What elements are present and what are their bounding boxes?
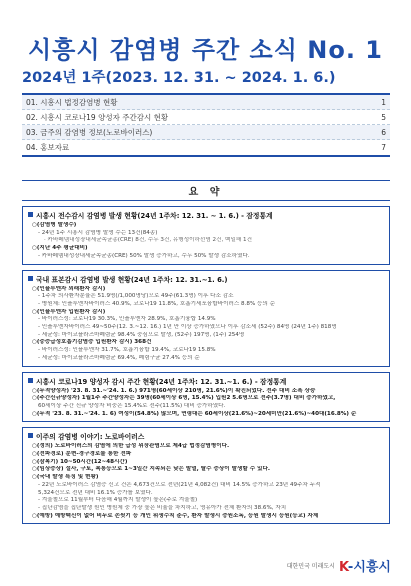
summary-line: - 바이러스성: 인플루엔자 31.7%, 호흡기융합 19.4%, 코로나19 15.8% [38, 347, 216, 354]
toc-item[interactable] [22, 95, 390, 110]
summary-line: ○(지난 4주 평균대비) [32, 245, 88, 252]
summary-section [22, 206, 390, 265]
toc-item-label: 01. 시흥시 법정감염병 현황 [26, 98, 118, 107]
summary-line: - 인플루엔자바이러스 49~50주(12. 3.~12. 16.) 1년 만 이상 증가하였으나 이후 감소세 (52주) 84명 (24년 1주) 818명 [38, 324, 337, 331]
summary-line: ○(감염병 발생수) [32, 222, 77, 228]
summary-line: - 병원체: 인플루엔자바이러스 40.9%, 코로나19 11.8%, 호흡기세포융합바이러스 8.8% 등의 순 [38, 300, 276, 307]
summary-line: 60세이상 주간 신규 양성자 비중은 15.4%로 전주(11.5%) 대비 증가하였다. [38, 402, 226, 409]
summary-title: 요 약 [22, 180, 390, 201]
toc-item-label: 02. 시흥시 코로나19 양성자 주간감시 현황 [26, 113, 169, 122]
toc-item-page: 6 [381, 128, 386, 137]
summary-line: ○(주간신규양성자) 1월1주 주간양성자는 39명(60세이상 6명, 15.4%) 입원2 5.6명으로 전주(3.7명) 대비 증가하였고, [32, 395, 336, 402]
toc-item-label: 04. 홍보자료 [26, 143, 70, 152]
toc-item-page: 7 [381, 143, 386, 152]
section-heading-text: 시흥시 코로나19 양성자 감시 주간 현황(24년 1주차: 12. 31.~1. 6.) - 잠정통계 [36, 377, 287, 386]
toc-item-page: 5 [381, 113, 386, 122]
summary-section [22, 427, 390, 524]
summary-line: ○(중증급성호흡기감염증 입원환자 감시) 368건 [32, 339, 152, 346]
section-heading [28, 431, 384, 441]
summary-sections [22, 206, 390, 524]
summary-line: - 바이러스성: 코로나19 30.3%, 인플루엔자 28.9%, 호흡기융합 14.9% [38, 316, 216, 323]
summary-line: - 1주차 의사환자분율은 51.9명(/1,000명당)으로 49주(61.3명) 이후 다소 감소 [38, 293, 234, 300]
summary-line: ○(국내 발생 특징 및 현황) [32, 474, 99, 481]
summary-panel [22, 180, 390, 524]
summary-line: - 24년 1주 시흥시 감염병 발생 수는 13건(84종) [38, 229, 158, 236]
summary-line: - 세균성: 마이코플라즈마폐렴균 98.4% 중심으로 발생, (52주) 197명, (1주) 254명 [38, 331, 245, 338]
siheung-logo: K-시흥시 [338, 560, 391, 575]
section-heading-text: 이주의 감염병 이야기: 노로바이러스 [36, 433, 145, 442]
section-heading [28, 274, 384, 284]
section-heading-text: 시흥시 전수감시 감염병 발생 현황(24년 1주차: 12. 31. ~ 1. 6.) - 잠정통계 [36, 212, 273, 220]
footer [287, 556, 391, 575]
toc-item[interactable] [22, 140, 390, 155]
summary-line: ○(잠복기) 10~50시간(12~48시간) [32, 458, 128, 465]
toc-item-label: 03. 금주의 감염병 정보(노로바이러스) [26, 128, 153, 137]
summary-line: ○(임상증상) 설사, 구토, 복통등으로 1~3일간 지속되는 낮은 발열, 탈수 증상이 발생할 수 있다. [32, 466, 271, 473]
section-heading [28, 376, 384, 386]
summary-section [22, 270, 390, 367]
summary-line: ○(인플루엔자 외래환자 감시) [32, 285, 106, 292]
summary-line: ○(인플루엔자 입원환자 감시) [32, 308, 106, 315]
square-bullet-icon [28, 378, 33, 383]
toc-item[interactable] [22, 110, 390, 125]
page-title: 시흥시 감염병 주간 소식 No. 1 [27, 36, 383, 64]
summary-line: - 겨울철으로 11월부터 다음해 4월까지 발생이 높은(주로 겨울철) [38, 497, 198, 504]
summary-line: 5,324건으로 전년 대비 16.1% 증가를 보였다. [38, 489, 153, 496]
summary-line: - 세균성: 마이코플라즈마폐렴균 69.4%, 폐렴구균 27.4% 등의 순 [38, 354, 200, 361]
summary-line: ○(누적양성자) '23. 8. 31.~'24. 1. 6.) 971명(60세이상 210명, 21.6%)이 확진되었다. 전주 대비 소폭 상승 [32, 387, 316, 394]
summary-line: - 22년 노로바이러스 감염증 신고 건은 4,673건으로 전년(21년 4,082건) 대비 14.5% 증가하고 23년 49주차 누적 [38, 481, 321, 488]
summary-line: ○(정의) 노로바이러스의 감염에 의한 급성 위장관염으로 제4급 법정감염병이다. [32, 443, 230, 450]
square-bullet-icon [28, 212, 33, 217]
summary-line: · 카바페넴내성장내세균속균종(CRE) 8건, 수두 3건, 유행성이하선염 2건, 백일해 1건 [44, 237, 252, 244]
summary-line: ○(예방) 예방백신이 없어 비누로 손씻기 등 개인 위생수칙 준수, 환자 발생시 증원소독, 등원 발생시 등원(등교) 자제 [32, 512, 319, 519]
issue-period: 2024년 1주(2023. 12. 31. ~ 2024. 1. 6.) [22, 70, 336, 86]
square-bullet-icon [28, 276, 33, 281]
toc-item[interactable] [22, 125, 390, 140]
square-bullet-icon [28, 433, 33, 438]
table-of-contents [22, 93, 390, 157]
summary-line: ○(전파경로) 분변-경구경로를 통한 전파 [32, 451, 132, 458]
toc-item-page: 1 [381, 98, 386, 107]
summary-line: ○(누적 '23. 8. 31.~'24. 1. 6) 여성이(54.8%) 많으며, 연령대는 60세이상(21.6%)~20세미만(21.6%)~40대(16.8%) 순 [32, 410, 357, 417]
summary-section [22, 372, 390, 423]
section-heading [28, 210, 384, 220]
footer-slogan: 대한민국 미래도시 [286, 563, 335, 570]
section-heading-text: 국내 표본감시 감염병 발생 현황(24년 1주차: 12. 31.~1. 6.) [36, 275, 228, 284]
summary-line: - 집단감염을 집단발생 원인 병원체 중 가장 높은 비율을 차지하고, 영유아가 전체 환자의 38.6%, 자치 [38, 504, 287, 511]
summary-line: - 카바페넴내성장내세균속균종(CRE) 50% 발생 증가하고, 수두 50% 발생 감소하였다. [38, 252, 250, 259]
